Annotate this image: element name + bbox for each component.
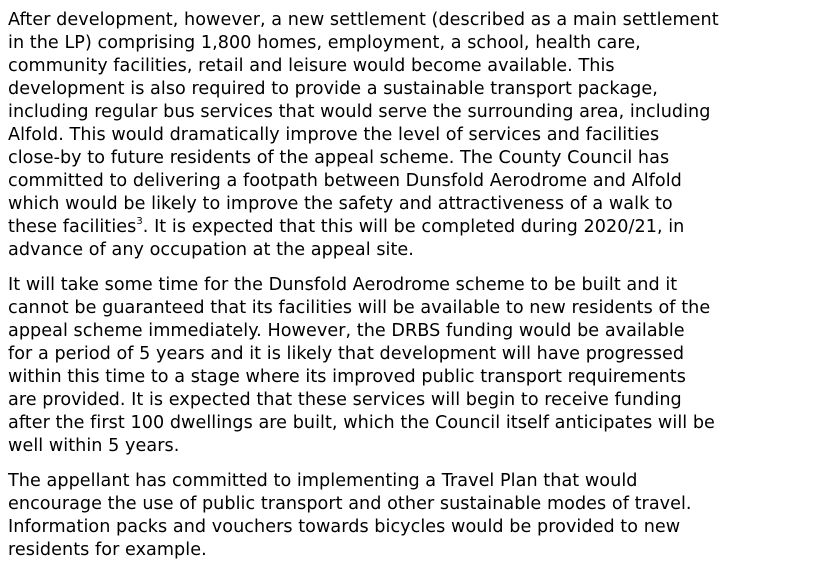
text-line: residents for example.: [8, 540, 207, 560]
paragraph-2: [8, 274, 838, 458]
text-line: Alfold. This would dramatically improve the level of services and facilities: [8, 125, 660, 145]
text-line: in the LP) comprising 1,800 homes, employment, a school, health care,: [8, 33, 641, 53]
footnote-reference[interactable]: 3: [136, 216, 143, 228]
text-line: cannot be guaranteed that its facilities will be available to new residents of the: [8, 298, 711, 318]
text-line: committed to delivering a footpath between Dunsfold Aerodrome and Alfold: [8, 171, 682, 191]
text-line-with-footnote: [8, 216, 838, 239]
text-line: for a period of 5 years and it is likely that development will have progressed: [8, 344, 685, 364]
document-body: [8, 9, 838, 574]
text-line: within this time to a stage where its improved public transport requirements: [8, 367, 686, 387]
text-line: advance of any occupation at the appeal site.: [8, 240, 414, 260]
footnote-line-end: . It is expected that this will be completed during 2020/21, in: [142, 217, 685, 237]
text-line: after the first 100 dwellings are built, which the Council itself anticipates will be: [8, 413, 715, 433]
text-line: community facilities, retail and leisure would become available. This: [8, 56, 615, 76]
text-line: are provided. It is expected that these services will begin to receive funding: [8, 390, 682, 410]
paragraph-1: [8, 9, 838, 262]
text-line: close-by to future residents of the appeal scheme. The County Council has: [8, 148, 670, 168]
text-line: After development, however, a new settlement (described as a main settlement: [8, 10, 719, 30]
text-line: well within 5 years.: [8, 436, 180, 456]
paragraph-3: [8, 470, 838, 562]
text-line: It will take some time for the Dunsfold Aerodrome scheme to be built and it: [8, 275, 678, 295]
footnote-line-start: these facilities: [8, 217, 137, 237]
text-line: appeal scheme immediately. However, the DRBS funding would be available: [8, 321, 685, 341]
text-line: Information packs and vouchers towards bicycles would be provided to new: [8, 517, 681, 537]
text-line: The appellant has committed to implementing a Travel Plan that would: [8, 471, 638, 491]
text-line: development is also required to provide a sustainable transport package,: [8, 79, 658, 99]
text-line: encourage the use of public transport and other sustainable modes of travel.: [8, 494, 692, 514]
text-line: which would be likely to improve the safety and attractiveness of a walk to: [8, 194, 673, 214]
text-line: including regular bus services that would serve the surrounding area, including: [8, 102, 711, 122]
